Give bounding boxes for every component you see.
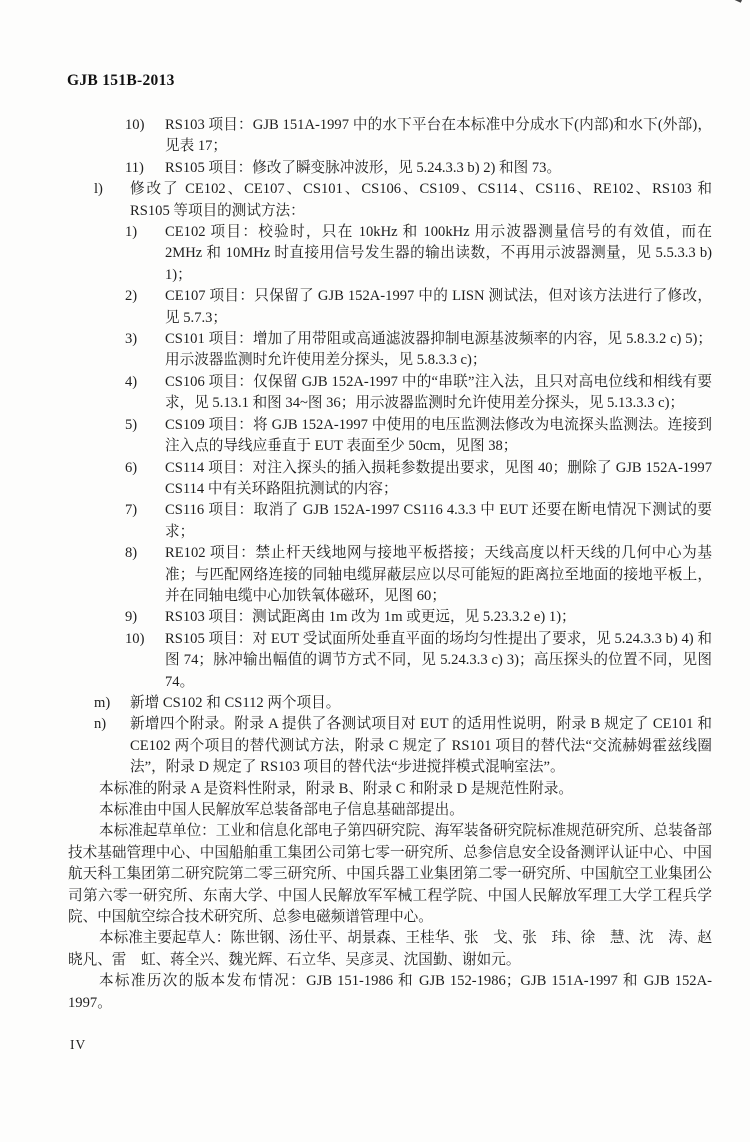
paragraph-drafting-organizations: 本标准起草单位：工业和信息化部电子第四研究院、海军装备研究院标准规范研究所、总装备部技术基础管理中心、中国船舶重工集团公司第七零一研究所、总参信息安全设备测评认证中心、中国航天科工集团第二研究院第二零三研究所、中国兵器工业集团第二零一研究所、中国航空工业集团公司第六零一研究所、东南大学、中国人民解放军军械工程学院、中国人民解放军理工大学工程兵学院、中国航空综合技术研究所、总参电磁频谱管理中心。	[68, 823, 712, 926]
scan-corner-artifact	[728, 0, 742, 3]
list-item-label: 1)	[125, 224, 138, 241]
list-item-label: 10)	[125, 117, 145, 133]
list-item	[68, 372, 712, 415]
list-item	[68, 179, 712, 222]
list-item-text: 新增四个附录。附录 A 提供了各测试项目对 EUT 的适用性说明，附录 B 规定了 CE101 和 CE102 两个项目的替代测试方法，附录 C 规定了 RS101 项目的替代法“交流赫姆霍兹线圈法”，附录 D 规定了 RS103 项目的替代法“步进搅拌模式混响室法”。	[130, 716, 712, 776]
list-item-text: 新增 CS102 和 CS112 两个项目。	[130, 694, 341, 711]
list-item	[68, 329, 712, 372]
list-item-text: RS103 项目：测试距离由 1m 改为 1m 或更远，见 5.23.3.2 e) 1)；	[165, 609, 576, 626]
list-item-text: CE107 项目：只保留了 GJB 152A-1997 中的 LISN 测试法，但对该方法进行了修改，见 5.7.3；	[165, 288, 712, 326]
list-item-label: 7)	[125, 502, 138, 519]
list-item-label: m)	[94, 694, 111, 711]
paragraph-proposed-by: 本标准由中国人民解放军总装备部电子信息基础部提出。	[99, 802, 464, 818]
list-item	[68, 286, 712, 329]
list-item	[68, 629, 712, 693]
list-item-text: CS101 项目：增加了用带阻或高通滤波器抑制电源基波频率的内容，见 5.8.3.2 c) 5)；用示波器监测时允许使用差分探头，见 5.8.3.3 c)；	[165, 331, 712, 369]
list-item-text: RS105 项目：对 EUT 受试面所处垂直平面的场均匀性提出了要求，见 5.24.3.3 b) 4) 和图 74；脉冲输出幅值的调节方式不同，见 5.24.3.3 c) 3)；高压探头的位置不同，见图 74。	[165, 630, 712, 690]
list-item-label: 3)	[125, 331, 138, 348]
list-item-text: RS105 项目：修改了瞬变脉冲波形，见 5.24.3.3 b) 2) 和图 73。	[165, 159, 562, 176]
list-item-text: RE102 项目：禁止杆天线地网与接地平板搭接；天线高度以杆天线的几何中心为基准；与匹配网络连接的同轴电缆屏蔽层应以尽可能短的距离拉至地面的接地平板上，并在同轴电缆中心加铁氧体磁环，见图 60；	[165, 545, 712, 604]
list-item	[68, 693, 712, 714]
list-item-text: CS116 项目：取消了 GJB 152A-1997 CS116 4.3.3 中 EUT 还要在断电情况下测试的要求；	[165, 502, 712, 540]
list-item	[68, 115, 712, 158]
list-item-text: CS114 项目：对注入探头的插入损耗参数提出要求，见图 40；删除了 GJB 152A-1997 CS114 中有关环路阻抗测试的内容；	[165, 459, 712, 497]
document-standard-number: GJB 151B-2013	[67, 72, 175, 89]
list-item-label: 2)	[125, 288, 138, 305]
list-item-label: 11)	[125, 159, 144, 176]
list-item-label: 8)	[125, 545, 138, 562]
list-item	[68, 543, 712, 607]
list-item	[68, 714, 712, 778]
list-item-text: CS106 项目：仅保留 GJB 152A-1997 中的“串联”注入法，且只对高电位线和相线有要求，见 5.13.1 和图 34~图 36；用示波器监测时允许使用差分探头，见 5.13.3.3 c)；	[165, 373, 712, 412]
list-item-text: RS103 项目：GJB 151A-1997 中的水下平台在本标准中分成水下(内部)和水下(外部)，见表 17；	[165, 117, 712, 155]
list-item-label: 4)	[125, 373, 138, 390]
list-item-label: 10)	[125, 630, 145, 647]
list-item	[68, 158, 712, 179]
paragraph-appendix-nature: 本标准的附录 A 是资料性附录，附录 B、附录 C 和附录 D 是规范性附录。	[99, 780, 573, 797]
list-item	[68, 415, 712, 458]
list-item-label: 9)	[125, 609, 138, 626]
document-body	[68, 115, 712, 1014]
list-item-label: n)	[94, 716, 107, 733]
list-item-text: CE102 项目：校验时，只在 10kHz 和 100kHz 用示波器测量信号的有效值，而在 2MHz 和 10MHz 时直接用信号发生器的输出读数，不再用示波器测量，见 5.5.3.3 b) 1)；	[165, 224, 712, 283]
list-item	[68, 222, 712, 286]
paragraph-main-drafters: 本标准主要起草人：陈世钢、汤仕平、胡景森、王桂华、张 戈、张 玮、徐 慧、沈 涛、赵晓凡、雷 虹、蒋全兴、魏光辉、石立华、吴彦灵、沈国勤、谢如元。	[68, 930, 712, 968]
list-item-text: 修改了 CE102、CE107、CS101、CS106、CS109、CS114、CS116、RE102、RS103 和 RS105 等项目的测试方法：	[130, 181, 712, 219]
page-number: IV	[70, 1037, 87, 1052]
list-item	[68, 500, 712, 543]
list-item-text: CS109 项目：将 GJB 152A-1997 中使用的电压监测法修改为电流探头监测法。连接到注入点的导线应垂直于 EUT 表面至少 50cm，见图 38；	[165, 416, 712, 455]
list-item-label: 5)	[125, 416, 138, 433]
list-item-label: l)	[94, 181, 103, 198]
list-item	[68, 458, 712, 501]
list-item	[68, 607, 712, 628]
list-item-label: 6)	[125, 459, 138, 476]
paragraph-version-history: 本标准历次的版本发布情况：GJB 151-1986 和 GJB 152-1986；GJB 151A-1997 和 GJB 152A-1997。	[68, 973, 712, 1011]
